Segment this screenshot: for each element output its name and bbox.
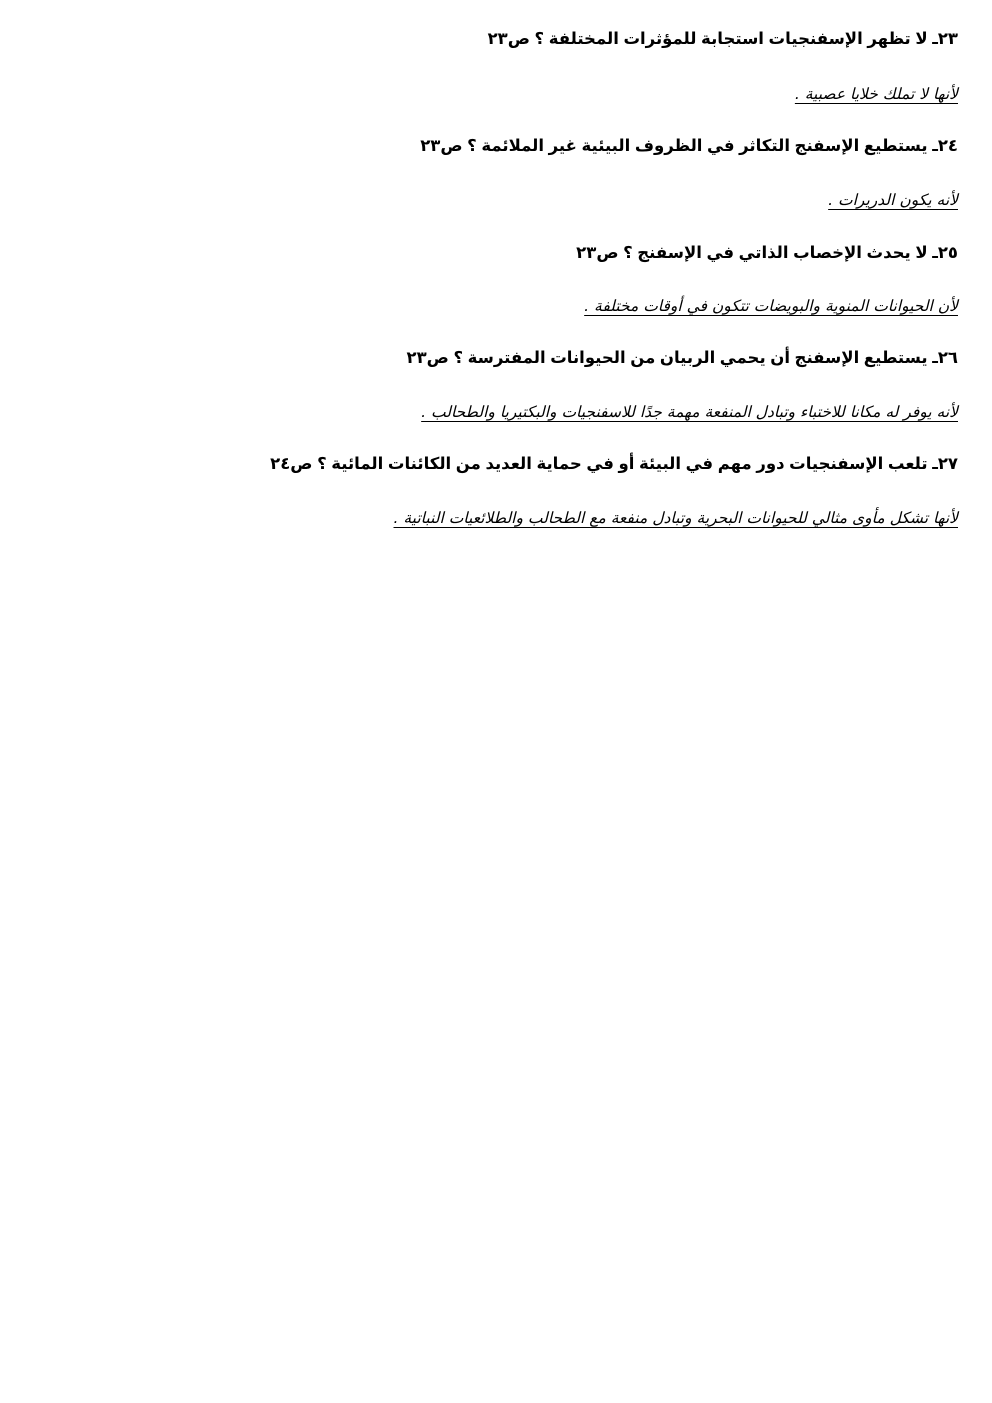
question-23: ٢٣ـ لا تظهر الإسفنجيات استجابة للمؤثرات المختلفة ؟ ص٢٣	[487, 30, 958, 48]
answer-24: لأنه يكون الدريرات .	[828, 191, 958, 209]
answer-26: لأنه يوفر له مكانا للاختباء وتبادل المنفعة مهمة جدًا للاسفنجيات والبكتيريا والطحالب .	[421, 403, 958, 421]
question-26: ٢٦ـ يستطيع الإسفنج أن يحمي الربيان من الحيوانات المفترسة ؟ ص٢٣	[406, 349, 958, 367]
answer-25: لأن الحيوانات المنوية والبويضات تتكون في أوقات مختلفة .	[584, 297, 958, 315]
question-25: ٢٥ـ لا يحدث الإخصاب الذاتي في الإسفنج ؟ ص٢٣	[576, 244, 958, 262]
answer-27: لأنها تشكل مأوى مثالي للحيوانات البحرية وتبادل منفعة مع الطحالب والطلائعيات النباتية .	[393, 509, 958, 527]
question-27: ٢٧ـ تلعب الإسفنجيات دور مهم في البيئة أو في حماية العديد من الكائنات المائية ؟ ص٢٤	[270, 455, 958, 473]
question-24: ٢٤ـ يستطيع الإسفنج التكاثر في الظروف البيئية غير الملائمة ؟ ص٢٣	[420, 137, 958, 155]
answer-23: لأنها لا تملك خلايا عصبية .	[794, 85, 958, 103]
